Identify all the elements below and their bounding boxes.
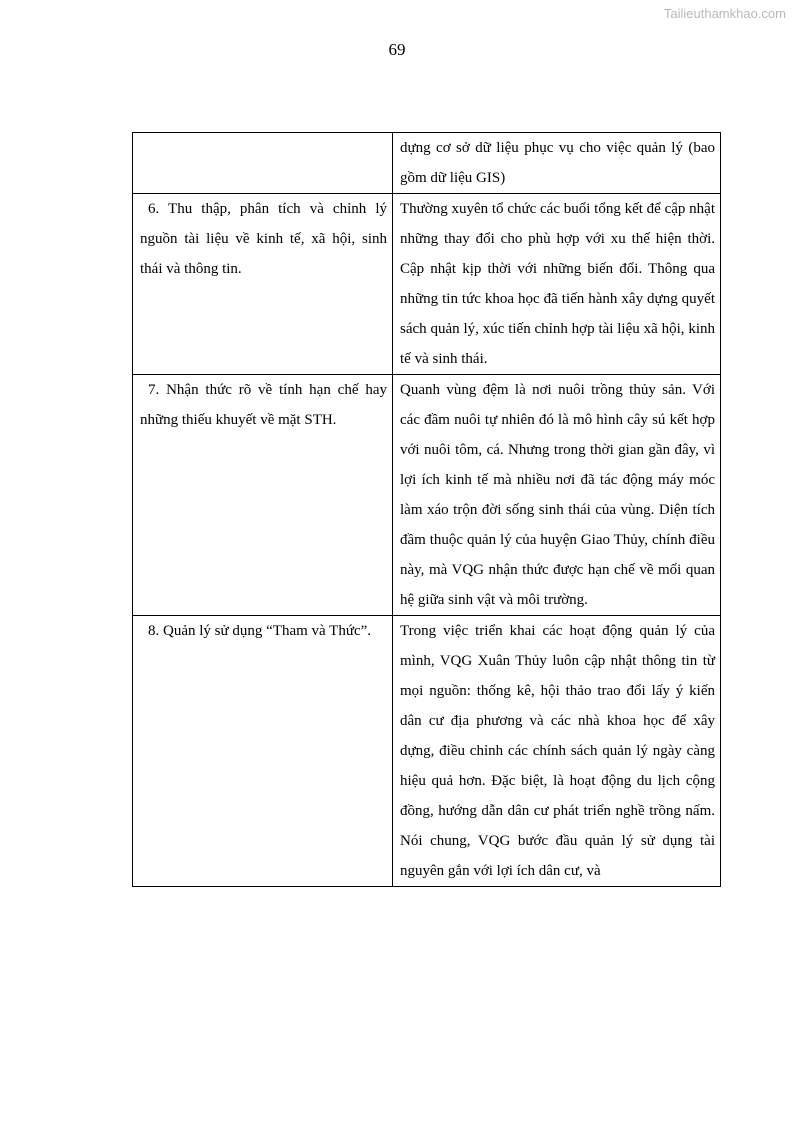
page-number: 69: [388, 40, 406, 59]
table-cell-description: Thường xuyên tổ chức các buổi tổng kết để cập nhật những thay đổi cho phù hợp với xu thế hiện thời. Cập nhật kịp thời với những biến đổi. Thông qua những tin tức khoa học đã tiến hành xây dựng quyết sách quản lý, xúc tiến chỉnh hợp tài liệu xã hội, kinh tế và sinh thái.: [393, 194, 721, 375]
table-cell-description: Trong việc triển khai các hoạt động quản lý của mình, VQG Xuân Thủy luôn cập nhật thông tin từ mọi nguồn: thống kê, hội thảo trao đổi lấy ý kiến dân cư địa phương và các nhà khoa học để xây dựng, điều chỉnh các chính sách quản lý ngày càng hiệu quả hơn. Đặc biệt, là hoạt động du lịch cộng đồng, hướng dẫn dân cư phát triển nghề trồng nấm. Nói chung, VQG bước đầu quản lý sử dụng tài nguyên gắn với lợi ích dân cư, và: [393, 616, 721, 887]
table-cell-criterion: 6. Thu thập, phân tích và chỉnh lý nguồn tài liệu về kinh tế, xã hội, sinh thái và thông tin.: [133, 194, 393, 375]
table-cell-criterion: [133, 133, 393, 194]
table-row: [133, 375, 721, 616]
table-cell-criterion: 8. Quản lý sử dụng “Tham và Thức”.: [133, 616, 393, 887]
table-row: [133, 194, 721, 375]
table-cell-description: Quanh vùng đệm là nơi nuôi trồng thủy sản. Với các đầm nuôi tự nhiên đó là mô hình cây sú kết hợp với nuôi tôm, cá. Nhưng trong thời gian gần đây, vì lợi ích kinh tế mà nhiều nơi đã tác động máy móc làm xáo trộn đời sống sinh thái của vùng. Diện tích đầm thuộc quản lý của huyện Giao Thủy, chính điều này, mà VQG nhận thức được hạn chế về mối quan hệ giữa sinh vật và môi trường.: [393, 375, 721, 616]
table-row: [133, 133, 721, 194]
watermark: Tailieuthamkhao.com: [663, 6, 786, 21]
management-table: [132, 132, 721, 887]
table-cell-criterion: 7. Nhận thức rõ về tính hạn chế hay những thiếu khuyết về mặt STH.: [133, 375, 393, 616]
table-row: [133, 616, 721, 887]
table-cell-description: dựng cơ sở dữ liệu phục vụ cho việc quản lý (bao gồm dữ liệu GIS): [393, 133, 721, 194]
